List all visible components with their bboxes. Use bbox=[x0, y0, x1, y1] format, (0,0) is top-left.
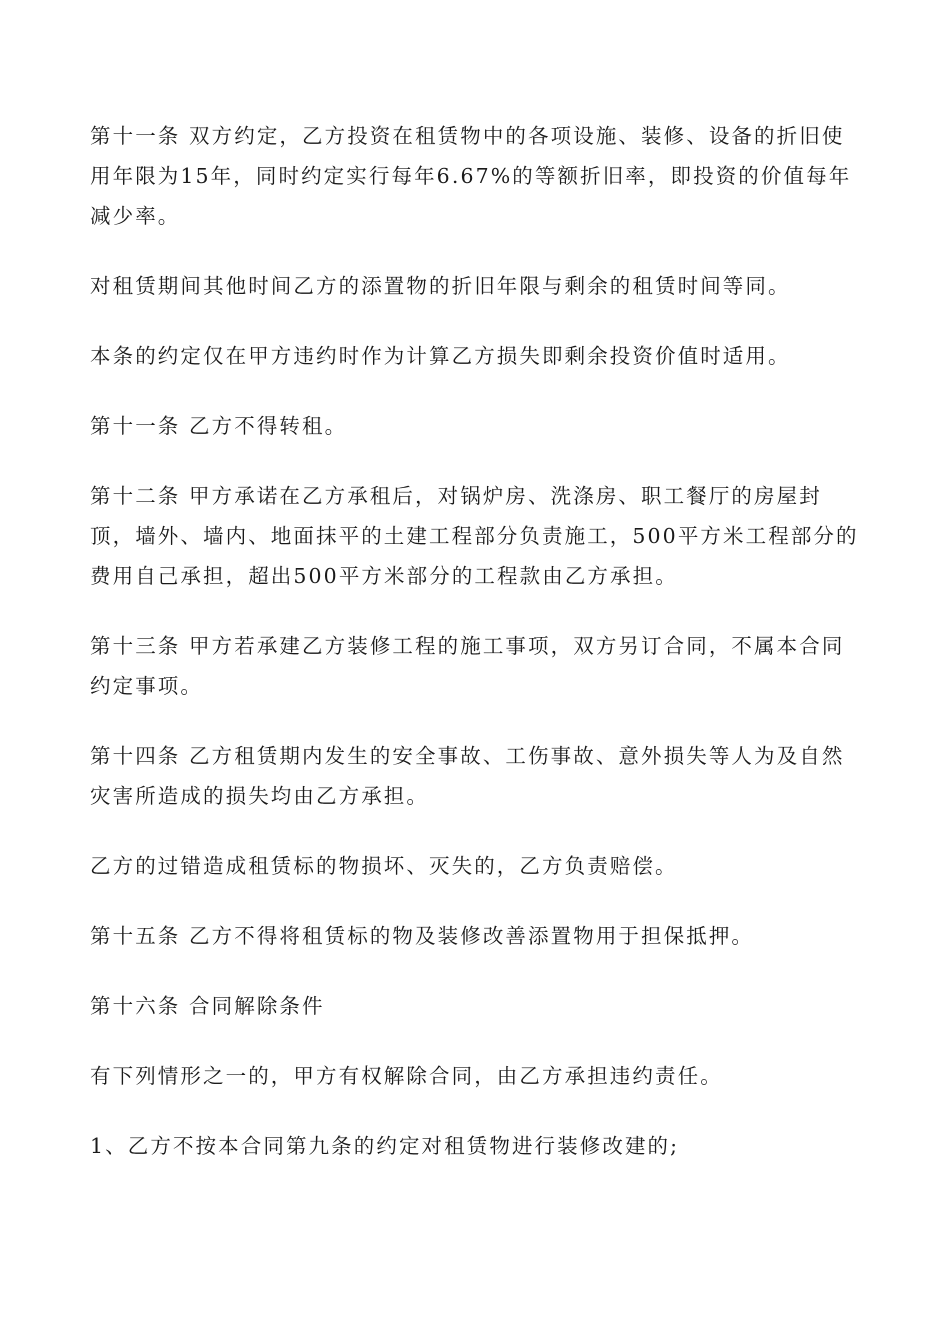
paragraph-article-14: 第十四条 乙方租赁期内发生的安全事故、工伤事故、意外损失等人为及自然灾害所造成的损失均由乙方承担。 bbox=[90, 744, 845, 808]
paragraph-article-11-no-sublease: 第十一条 乙方不得转租。 bbox=[90, 414, 348, 438]
paragraph-article-16-heading: 第十六条 合同解除条件 bbox=[90, 994, 325, 1018]
paragraph-article-13: 第十三条 甲方若承建乙方装修工程的施工事项，双方另订合同，不属本合同约定事项。 bbox=[90, 634, 845, 698]
document-body bbox=[90, 116, 865, 1196]
paragraph-article-15: 第十五条 乙方不得将租赁标的物及装修改善添置物用于担保抵押。 bbox=[90, 924, 755, 948]
paragraph-article-12: 第十二条 甲方承诺在乙方承租后，对锅炉房、洗涤房、职工餐厅的房屋封顶，墙外、墙内、地面抹平的土建工程部分负责施工，500平方米工程部分的费用自己承担，超出500平方米部分的工程款由乙方承担。 bbox=[90, 484, 859, 588]
paragraph-applicability: 本条的约定仅在甲方违约时作为计算乙方损失即剩余投资价值时适用。 bbox=[90, 344, 791, 368]
paragraph-compensation: 乙方的过错造成租赁标的物损坏、灭失的，乙方负责赔偿。 bbox=[90, 854, 678, 878]
paragraph-additions-depreciation: 对租赁期间其他时间乙方的添置物的折旧年限与剩余的租赁时间等同。 bbox=[90, 274, 791, 298]
paragraph-article-11-depreciation: 第十一条 双方约定，乙方投资在租赁物中的各项设施、装修、设备的折旧使用年限为15年，同时约定实行每年6.67%的等额折旧率，即投资的价值每年减少率。 bbox=[90, 124, 852, 228]
paragraph-termination-item-1: 1、乙方不按本合同第九条的约定对租赁物进行装修改建的; bbox=[90, 1134, 680, 1158]
paragraph-termination-intro: 有下列情形之一的，甲方有权解除合同，由乙方承担违约责任。 bbox=[90, 1064, 723, 1088]
